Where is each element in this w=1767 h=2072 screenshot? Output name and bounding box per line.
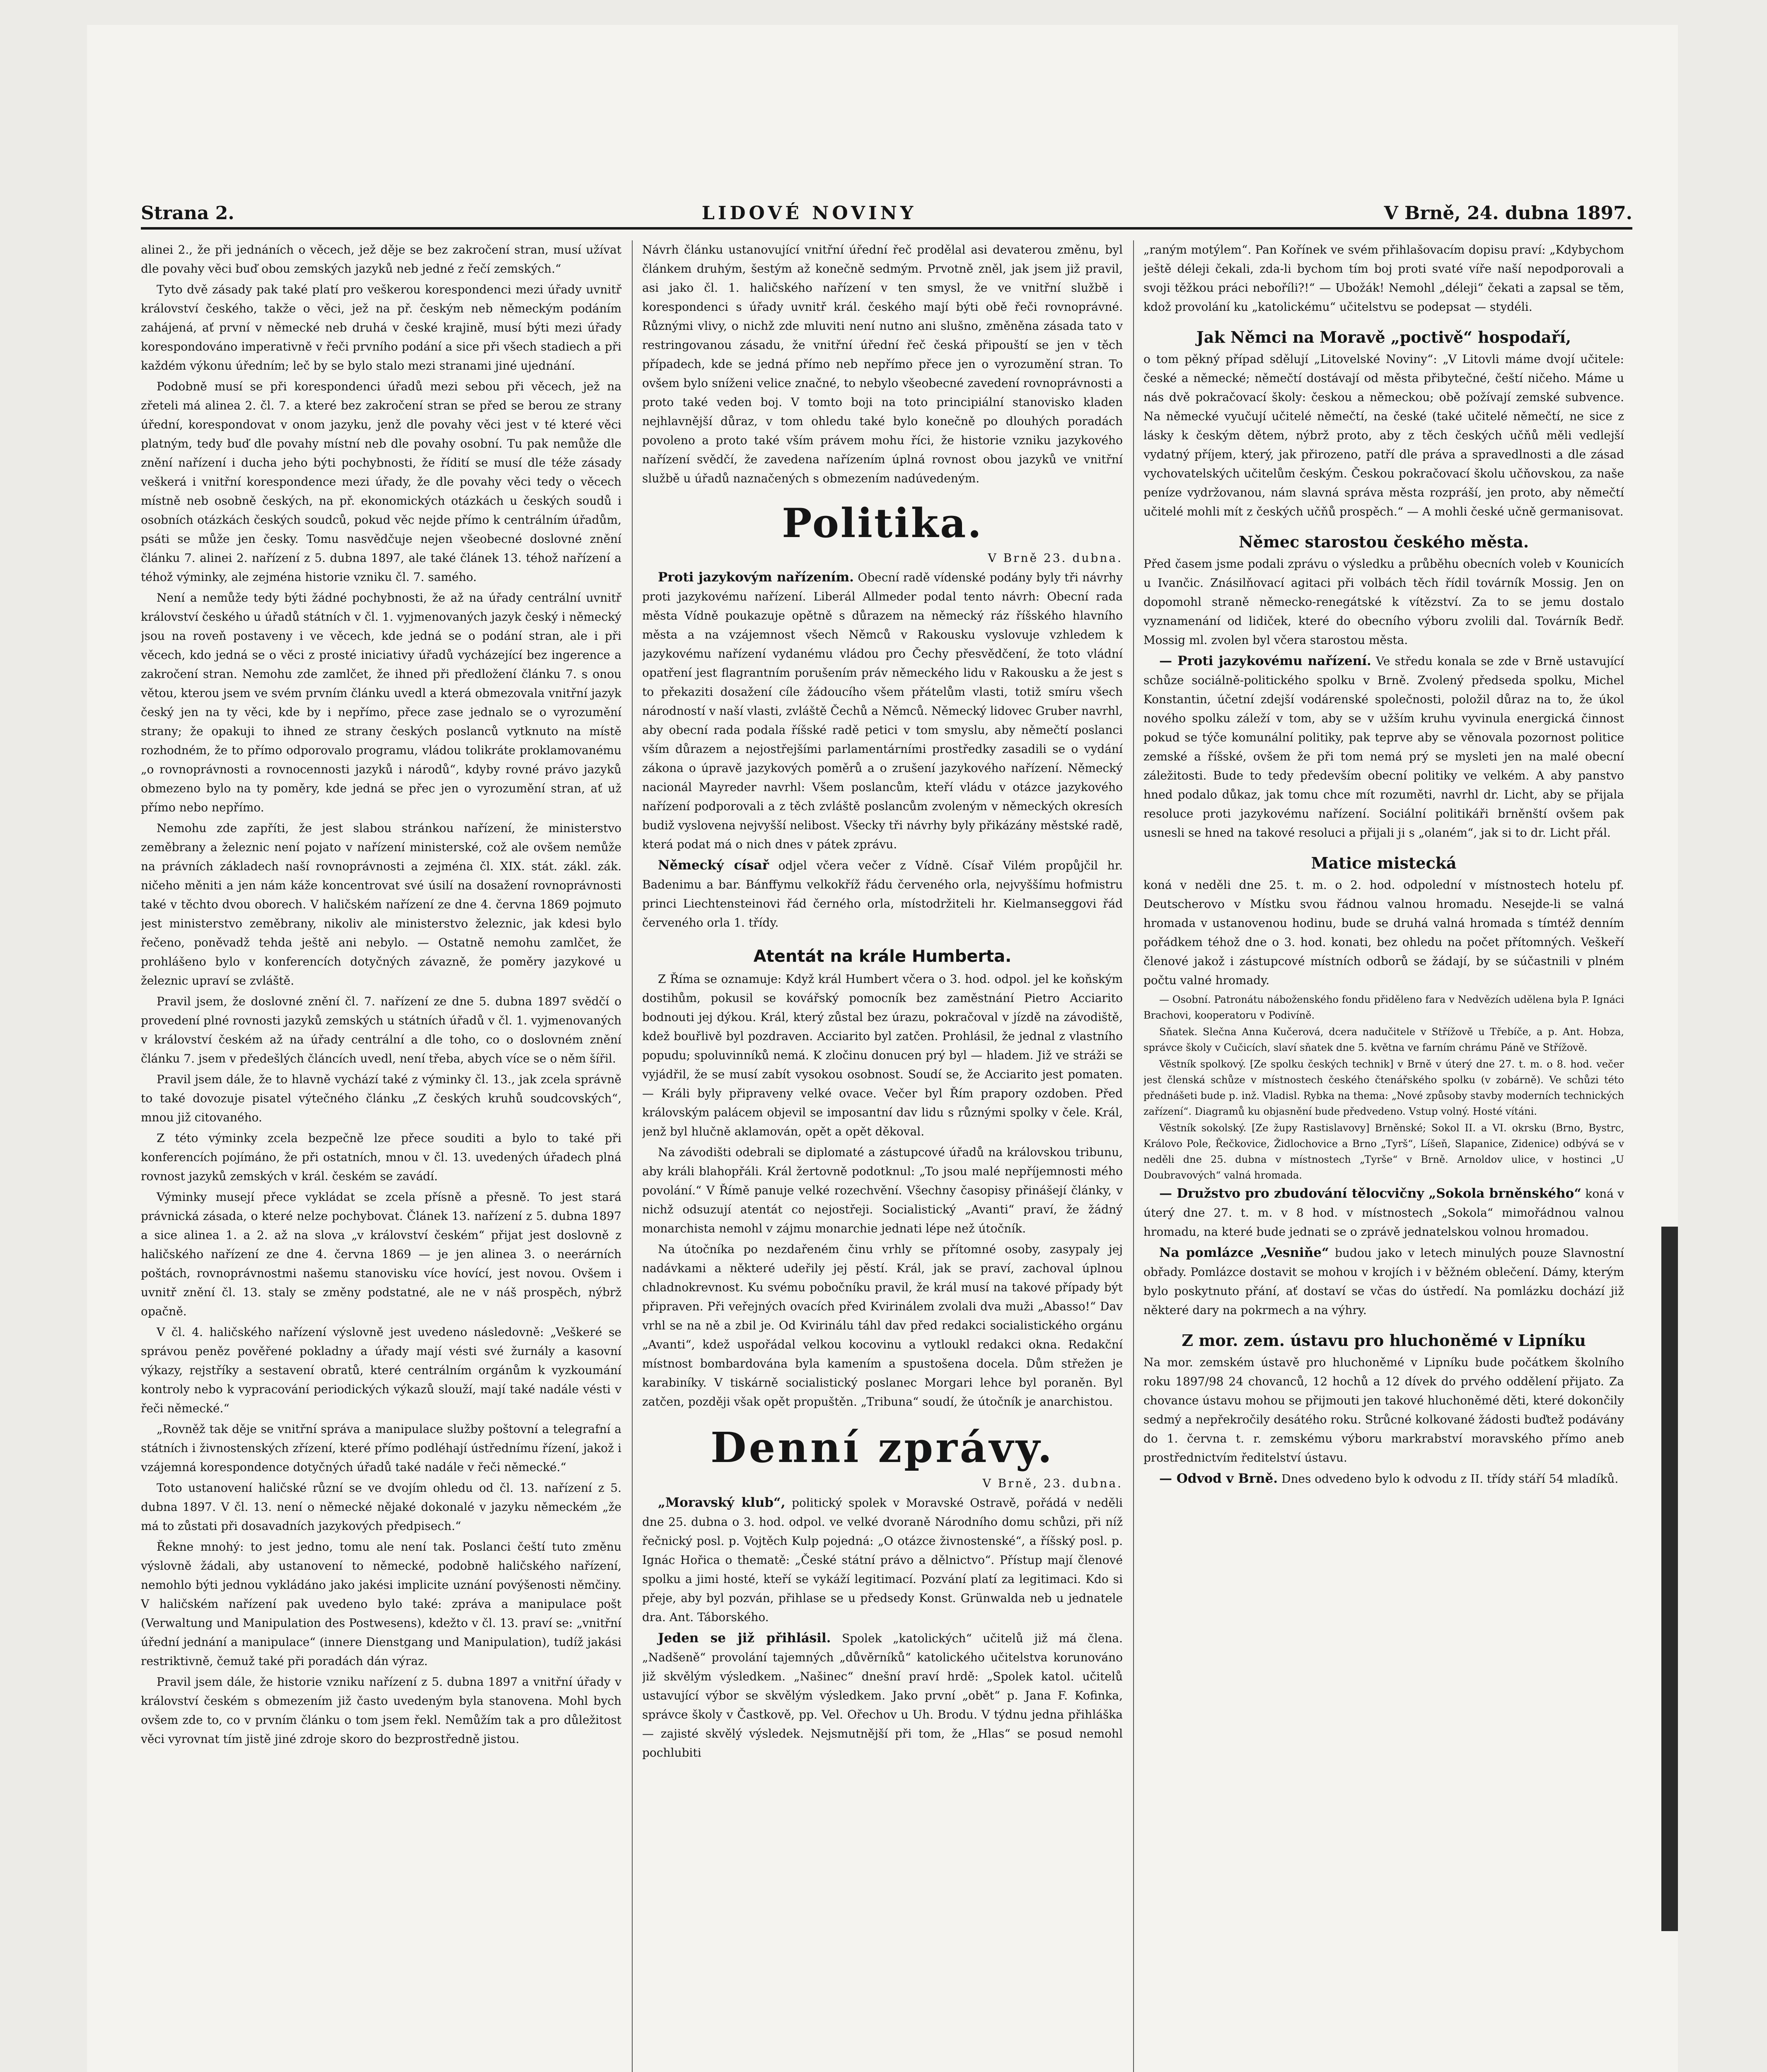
paragraph: Pravil jsem dále, že to hlavně vychází také z výminky čl. 13., jak zcela správně to také dovozuje pisatel výtečného článku „Z českých kruhů soudcovských“, mnou již citovaného. bbox=[141, 1072, 621, 1124]
article-body: o tom pěkný případ sdělují „Litovelské Noviny“: „V Litovli máme dvojí učitele: české a německé; němečtí dostávají od města přibytečné, čeští ničeho. Máme u nás dvě pokračovací školy: českou a německou; obě požívají zemské subvence. Na německé vyučují učitelé němečtí, na české (také učitelé němečtí, ne sice z lásky k českým dětem, nýbrž proto, aby z těch českých učňů měli vedlejší vydatný příjem, který, jak přirozeno, patří dle práva a spravedlnosti a dle zásad vychovatelských učitelům českým. Českou pokračovací školu učňovskou, za naše peníze vydržovanou, nám slavná správa města rozpráší, jen proto, aby němečtí učitelé mohli mít z českých učňů prospěch.“ — A mohli české učně germanisovat. bbox=[1143, 352, 1624, 518]
newspaper-title: LIDOVÉ NOVINY bbox=[701, 203, 917, 224]
article-heading: Němec starostou českého města. bbox=[1238, 533, 1529, 551]
paragraph: Nemohu zde zapříti, že jest slabou stránkou nařízení, že ministerstvo zeměbrany a železnic není pojato v nařízení ministerské, což ale ovšem nemůže na právních základech naší rovnoprávnosti a zejména čl. XIX. stát. zákl. zák. ničeho měniti a jen nám káže koncentrovat své úsilí na dosažení rovnoprávnosti také v těchto dvou oborech. V haličském nařízení ze dne 4. června 1869 pojmuto jest ministerstvo zeměbrany, nikoliv ale ministerstvo železnic, jak kdesi bylo řečeno, poněvadž tehda ještě ani nebylo. — Ostatně nemohu zamlčet, že prohlášeno bylo v konferencích dotyčných závazně, že poměry jazykové u železnic upraví se zvláště. bbox=[141, 821, 621, 988]
article-heading: Jak Němci na Moravě „poctivě“ hospodaří, bbox=[1196, 328, 1571, 346]
issue-date: V Brně, 24. dubna 1897. bbox=[1384, 203, 1632, 224]
article-heading: — Družstvo pro zbudování tělocvičny „Sokola brněnského“ bbox=[1159, 1186, 1582, 1201]
section-heading-politika: Politika. bbox=[782, 500, 983, 547]
news-item: — Osobní. Patronátu náboženského fondu přiděleno fara v Nedvězích udělena byla P. Ignáci Brachovi, kooperatoru v Podivíně. bbox=[1143, 994, 1624, 1021]
article-body: Na mor. zemském ústavě pro hluchoněmé v Lipníku bude počátkem školního roku 1897/98 24 chovanců, 12 hochů a 12 dívek do prvého oddělení přijato. Za chovance ústavu mohou se přijmouti jen takové hluchoněmé děti, které dokončily sedmý a nepřekročily desátého roku. Strůcné kolkované žádosti buďtež podávány do 1. června t. r. zemskému výboru markrabství moravského přímo aneb prostřednictvím ředitelství ústavu. bbox=[1143, 1356, 1624, 1464]
news-item: Sňatek. Slečna Anna Kučerová, dcera nadučitele v Střížově u Třebíče, a p. Ant. Hobza, správce školy v Cučicích, slaví sňatek dne 5. května ve farním chrámu Páně ve Střížově. bbox=[1143, 1026, 1624, 1053]
paragraph: Není a nemůže tedy býti žádné pochybnosti, že až na úřady centrální uvnitř království českého u úřadů státních v čl. 1. vyjmenovaných jazyk český i německý jsou na roveň postaveny i ve věcech, kde jedná se o podání stran, ale i při věcech, kdo jedná se o věci z prosté iniciativy úřadů vycházející bez ingerence a zakročení stran. Nemohu zde zamlčet, že ihned při předložení článku 7. s onou větou, kterou jsem ve svém prvním článku uvedl a která obmezovala vnitřní jazyk český jen na ty věci, kde by i nepřímo, přece zase jednalo se o vyrozumění strany; že opakuji to ihned ze strany českých poslanců vytknuto na místě rozhodném, že to přímo odporovalo programu, vládou tolikráte proklamovanému „o rovnoprávnosti a rovnocennosti jazyků i národů“, kdyby rovné právo jazyků obmezeno bylo na ty poměry, kde jedná se přec jen o vyrozumění stran, ať už přímo nebo nepřímo. bbox=[141, 591, 621, 814]
article-body: koná v neděli dne 25. t. m. o 2. hod. odpolední v místnostech hotelu pf. Deutscherovo v Místku svou řádnou valnou hromadu. Nesejde-li se valná hromada v ustanovenou hodinu, bude se druhá valná hromada s tímtéž denním pořádkem téhož dne o 3. hod. konati, bez ohledu na počet přítomných. Veškeří členové jakož i zástupcové místních odborů se žádají, by se súčastnili v plném počtu valné hromady. bbox=[1143, 878, 1624, 987]
dateline: V Brně, 23. dubna. bbox=[982, 1477, 1123, 1490]
article-body: Spolek „katolických“ učitelů již má člena. „Nadšeně“ provolání tajemných „důvěrníků“ katolického učitelstva korunováno již skvělým výsledkem. „Našinec“ dnešní praví hrdě: „Spolek katol. učitelů ustavující výbor se skvělým výsledkem. Jako první „obět“ p. Jana F. Kofinka, správce školy v Častkově, pp. Vel. Ořechov u Uh. Brodu. V týdnu jedna přihláška — zajisté skvělý výsledek. Nejsmutnější při tom, že „Hlas“ se posud nemohl pochlubiti bbox=[642, 1631, 1123, 1760]
article-heading: Matice mistecká bbox=[1311, 854, 1457, 872]
column-2 bbox=[642, 240, 1123, 2072]
article-body: koná v úterý dne 27. t. m. v 8 hod. v místnostech „Sokola“ mimořádnou valnou hromadu, na které bude jednati se o zprávě jednatelskou volnou hromadou. bbox=[1143, 1187, 1624, 1239]
paragraph: Výminky musejí přece vykládat se zcela přísně a přesně. To jest stará právnická zásada, o které nelze pochybovat. Článek 13. nařízení z 5. dubna 1897 a sice alinea 1. a 2. až na slova „v království českém“ přijat jest doslovně z haličského nařízení ze dne 4. června 1869 — je jen alinea 3. o neerárních poštách, rovnoprávnostmi našemu stanovisku více hovící, jest novou. Ovšem i uvnitř znění čl. 13. staly se změny podstatné, ale ne v náš prospěch, nýbrž opačně. bbox=[141, 1190, 621, 1318]
paragraph: Pravil jsem, že doslovné znění čl. 7. nařízení ze dne 5. dubna 1897 svědčí o provedení plné rovnosti jazyků zemských u státních úřadů v čl. 1. vyjmenovaných v království českém až na úřady centrální a dle toho, co o doslovném znění článku 7. jsem v předešlých článcích uvedl, není třeba, abych více se o něm šířil. bbox=[141, 995, 621, 1065]
article-heading: — Proti jazykovému nařízení. bbox=[1159, 654, 1371, 668]
article-body: Ve středu konala se zde v Brně ustavující schůze sociálně-politického spolku v Brně. Zvolený předseda spolku, Michel Konstantin, účetní zdejší vodárenské společnosti, položil důraz na to, že úkol nového spolku záleží v tom, aby se v užším kruhu vyvinula energická činnost pokud se týče komunální politiky, pak teprve aby se věnovala pozornost politice zemské a říšské, ovšem že při tom nemá prý se mysleti jen na malé obecní záležitosti. Bude to tedy především obecní politiky ve velkém. A aby panstvo hned podalo důkaz, jak tomu chce mít rozuměti, navrhl dr. Licht, aby se přijala resoluce proti jazykovému nařízení. Sociální politikáři brněnští ovšem pak usnesli se hned na takové resoluci a přijali ji s „olaném“, jak si to dr. Licht přál. bbox=[1143, 654, 1624, 840]
news-item: Věstník sokolský. [Ze župy Rastislavovy] Brněnské; Sokol II. a VI. okrsku (Brno, Bystrc, Královo Pole, Řečkovice, Židlochovice a Brno „Tyrš“, Líšeň, Slapanice, Zidenice) odbývá se v neděli dne 25. dubna v místnostech „Tyrše“ v Brně. Arnoldov ulice, v hostinci „U Doubravových“ valná hromada. bbox=[1143, 1122, 1624, 1181]
article-body: Dnes odvedeno bylo k odvodu z II. třídy stáří 54 mladíků. bbox=[1281, 1472, 1619, 1486]
column-3 bbox=[1143, 240, 1624, 2072]
newspaper-page bbox=[87, 25, 1678, 2072]
section-heading-denni-zpravy: Denní zprávy. bbox=[710, 1423, 1055, 1472]
dateline: V Brně 23. dubna. bbox=[988, 551, 1123, 565]
article-heading: — Odvod v Brně. bbox=[1159, 1471, 1278, 1486]
paragraph: Na závodišti odebrali se diplomaté a zástupcové úřadů na královskou tribunu, aby králi blahopřáli. Král žertovně podotknul: „To jsou malé nepříjemnosti mého povolání.“ V Římě panuje velké rozechvění. Všechny časopisy přinášejí články, v nichž odsuzují atentát co nejostřeji. Socialistický „Avanti“ praví, že žádný monarchista nemohl v zájmu monarchie jednati lépe než útočník. bbox=[642, 1145, 1123, 1235]
article-title-atentat: Atentát na krále Humberta. bbox=[753, 947, 1012, 966]
article-body: Před časem jsme podali zprávu o výsledku a průběhu obecních voleb v Kounicích u Ivančic. Znásilňovací agitaci při volbách těch řídil továrník Mossig. Jen on dopomohl straně německo-renegátské k vítězství. Za to se jemu dostalo vyznamenání od lidiček, které do obecního výboru zvolili dal. Továrník Bedř. Mossig ml. zvolen byl včera starostou města. bbox=[1143, 557, 1624, 647]
article-body: odjel včera večer z Vídně. Císař Vilém propůjčil hr. Badenimu a bar. Bánffymu velkokříž řádu červeného orla, nejvyššímu hofmistru princi Liechtensteinovi řád černého orla, místodržiteli hr. Kielmanseggovi řád červeného orla 1. třídy. bbox=[642, 859, 1123, 929]
binding-edge bbox=[1661, 1227, 1678, 1931]
article-body: Obecní radě vídenské podány byly tři návrhy proti jazykovému nařízení. Liberál Allmeder podal tento návrh: Obecní rada města Vídně poukazuje opětně s důrazem na německý ráz říšského hlavního města a na vzájemnost všech Němců v Rakousku vyslovuje vzhledem k jazykovému nařízení vydanému vládou pro Čechy přesvědčení, že toto vládní opatření jest flagrantním porušením práv německého lidu v Rakousku a že jest s to překaziti dosažení cíle žádoucího všem přátelům vlasti, totiž smíru všech národností v naší vlasti, zvláště Čechů a Němců. Německý lidovec Gruber navrhl, aby obecní rada podala říšské radě petici v tom smyslu, aby němečtí poslanci vším důrazem a nejostřejšími parlamentárními prostředky zasadili se o vydání zákona o úpravě jazykových poměrů a o zrušení jazykového nařízení. Německý nacionál Mayreder navrhl: Všem poslancům, kteří vládu v otázce jazykového nařízení podporovali a z těch zvláště poslancům zvoleným v německých okresích budiž vyslovena nejvyšší nelibost. Všecky tři návrhy byly přikázány městské radě, která podat má o nich dnes v pátek zprávu. bbox=[642, 571, 1123, 851]
paragraph: alinei 2., že při jednáních o věcech, jež děje se bez zakročení stran, musí užívat dle povahy věci buď obou zemských jazyků neb jedné z řečí zemských.“ bbox=[141, 243, 621, 276]
paragraph: Tyto dvě zásady pak také platí pro veškerou korespondenci mezi úřady uvnitř království českého, takže o věci, jež na př. českým neb německým podáním zahájená, ať první v německé neb druhá v české krajině, musí býti mezi úřady korespondováno imperativně v řeči prvního podání a sice při všech stadiech a při každém výkonu úředním; leč by se bylo stalo mezi stranami jiné ujednání. bbox=[141, 283, 621, 373]
paragraph: „Rovněž tak děje se vnitřní správa a manipulace služby poštovní a telegrafní a státních i živnostenských zřízení, které přímo podléhají ústřednímu řízení, jakož i vzájemná korespondence dotyčných úřadů také nadále v řeči německé.“ bbox=[141, 1422, 621, 1474]
article-heading: Na pomlázce „Vesniňe“ bbox=[1159, 1245, 1329, 1260]
paragraph: Řekne mnohý: to jest jedno, tomu ale není tak. Poslanci čeští tuto změnu výslovně žádali, aby ustanovení to německé, podobně haličského nařízení, nemohlo býti jednou vykládáno jako jakési implicite uznání povýšenosti němčiny. V haličském nařízení pak uvedeno bylo také: zpráva a manipulace pošt (Verwaltung und Manipulation des Postwesens), kdežto v čl. 13. praví se: „vnitřní úřední jednání a manipulace“ (innere Dienstgang und Manipulation), tudíž jakási restriktivně, čemuž také při poradách dán výraz. bbox=[141, 1540, 621, 1668]
article-heading: Proti jazykovým nařízením. bbox=[658, 570, 854, 585]
page-number: Strana 2. bbox=[141, 203, 234, 224]
column-rule bbox=[1133, 240, 1134, 2072]
article-heading: „Moravský klub“, bbox=[658, 1495, 786, 1510]
paragraph: Na útočníka po nezdařeném činu vrhly se přítomné osoby, zasypaly jej nadávkami a některé udeřily jej pěstí. Král, jak se praví, zachoval úplnou chladnokrevnost. Ku svému pobočníku pravil, že král musí na takové případy být připraven. Při veřejných ovacích před Kvirinálem zvolali dva muži „Abasso!“ Dav vrhl se na ně a zbil je. Od Kvirinálu táhl dav před redakci socialistického orgánu „Avanti“, kdež uspořádal velkou kocovinu a vytloukl redakci okna. Redakční místnost bombardována byla kamením a spustošena docela. Dům střežen je karabiníky. V tiskárně socialistický poslanec Morgari lehce byl poraněn. Byl zatčen, později však opět propuštěn. „Tribuna“ soudí, že útočník je anarchistou. bbox=[642, 1242, 1123, 1409]
news-item: Věstník spolkový. [Ze spolku českých technik] v Brně v úterý dne 27. t. m. o 8. hod. večer jest členská schůze v místnostech českého čtenářského spolku (v zobárně). Ve schůzi této přednášeti bude p. inž. Vladisl. Rybka na thema: „Nové způsoby stavby moderních technických zařízení“. Diagramů ku objasnění bude předvedeno. Vstup volný. Hosté vítáni. bbox=[1143, 1058, 1624, 1117]
paragraph: Z Říma se oznamuje: Když král Humbert včera o 3. hod. odpol. jel ke koňským dostihům, pokusil se kovářský pomocník bez zaměstnání Pietro Acciarito bodnouti jej dýkou. Král, který zůstal bez úrazu, pokračoval v jízdě na závodiště, kdež bouřlivě byl pozdraven. Acciarito byl zatčen. Prohlásil, že jednal z vlastního popudu; spoluvinníků nemá. K zločinu donucen prý byl — hladem. Již ve stráži se vyjádřil, že se musí zabít vysokou osobnost. Soudí se, že Acciarito jest pomaten. — Králi byly připraveny velké ovace. Večer byl Řím prapory ozdoben. Před královským palácem objevil se imposantní dav lidu s různými spolky v čele. Král, jenž byl hlučně aklamován, opět a opět děkoval. bbox=[642, 972, 1123, 1138]
paragraph: „raným motýlem“. Pan Kořínek ve svém přihlašovacím dopisu praví: „Kdybychom ještě déleji čekali, zda-li bychom tím boj proti svaté víře naší nepodporovali a svoji těžkou práci neboříli?!“ — Ubožák! Nemohl „déleji“ čekati a zapsal se těm, kdož provolání ku „katolickému“ učitelstvu se podepsat — stydéli. bbox=[1143, 243, 1624, 314]
page-header bbox=[141, 191, 1632, 230]
paragraph: Toto ustanovení haličské různí se ve dvojím ohledu od čl. 13. nařízení z 5. dubna 1897. V čl. 13. není o německé nějaké dokonalé v jazyku německém „že má to zůstati při dosavadních jazykových předpisech.“ bbox=[141, 1481, 621, 1533]
paragraph: Z této výminky zcela bezpečně lze přece souditi a bylo to také při konferencích pojímáno, že při ostatních, mnou v čl. 13. uvedených úřadech plná rovnost jazyků zemských v král. českém se zavádí. bbox=[141, 1131, 621, 1183]
article-body: politický spolek v Moravské Ostravě, pořádá v neděli dne 25. dubna o 3. hod. odpol. ve velké dvoraně Národního domu schůzi, při níž řečnický posl. p. Vojtěch Kulp pojedná: „O otázce živnostenské“, a říšský posl. p. Ignác Hořica o thematě: „České státní právo a dělnictvo“. Přístup mají členové spolku a jimi hosté, kteří se vykáží legitimací. Pozvání platí za legitimaci. Kdo si přeje, aby byl pozván, přihlase se u předsedy Konst. Grünwalda neb u jednatele dra. Ant. Táborského. bbox=[642, 1496, 1123, 1624]
column-rule bbox=[632, 240, 633, 2072]
paragraph: Pravil jsem dále, že historie vzniku nařízení z 5. dubna 1897 a vnitřní úřady v království českém s obmezením již často uvedeným byla stanovena. Mohl bych ovšem zde to, co v prvním článku o tom jsem řekl. Nemůžím tak a pro důležitost věci vyrovnat tím jistě jiné zdroje skoro do bezprostředně jistou. bbox=[141, 1675, 621, 1746]
article-heading: Jeden se již přihlásil. bbox=[658, 1631, 831, 1646]
news-briefs bbox=[1143, 992, 1624, 1183]
paragraph: Návrh článku ustanovující vnitřní úřední řeč prodělal asi devaterou změnu, byl článkem druhým, šestým až konečně sedmým. Prvotně zněl, jak jsem již pravil, asi jako čl. 1. haličského nařízení v ten smysl, že ve vnitřní službě i korespondenci s úřady uvnitř král. českého mají býti obě řeči rovnoprávné. Různými vlivy, o nichž zde mluviti není nutno ani slušno, změněna zásada tato v restringovanou zásadu, že vnitřní úřední řeč česká připouští se jen v těch případech, kde se jedná přímo neb nepřímo přece jen o vyrozumění stran. To ovšem bylo sníženi velice značné, to nebylo všeobecné zavedení rovnoprávnosti a proto také veden boj. V tomto boji na toto principiální stanovisko kladen nejhlavnější důraz, v tom ohledu také bylo konečně po dlouhých poradách povoleno a proto také vším právem mohu říci, že historie vzniku jazykového nařízení svědčí, že zavedena nařízením úplná rovnost obou jazyků ve vnitřní službě u úřadů naznačených s obmezením nadúvedeným. bbox=[642, 243, 1123, 485]
article-body: budou jako v letech minulých pouze Slavnostní obřady. Pomlázce dostavit se mohou v krojích i v běžném oblečení. Dámy, kterým bylo poskytnuto přání, ať dostaví se včas do ústředí. Na pomlázku dochází již některé dary na pokrmech a na výhry. bbox=[1143, 1246, 1624, 1317]
paragraph: Podobně musí se při korespondenci úřadů mezi sebou při věcech, jež na zřeteli má alinea 2. čl. 7. a které bez zakročení stran se před se berou ze strany úřední, korespondovat v onom jazyku, jenž dle povahy věci jest v té které věci platným, tedy buď dle povahy místní neb dle povahy osobní. Tu pak nemůže dle znění nařízení i ducha jeho býti pochybnosti, že řídití se musí dle téže zásady veškerá i vnitřní korespondence mezi úřady, že dle povahy věci tedy o věcech místně neb osobně českých, na př. ekonomických otázkách u českých soudů i osobních otázkách českých soudců, pokud věc nejde přímo k centrálním úřadům, psáti se může jen česky. Tomu nasvědčuje nejen všeobecné doslovné znění článku 7. alinei 2. nařízení z 5. dubna 1897, ale také článek 13. téhož nařízení a téhož výminky, ale zejména historie vzniku čl. 7. samého. bbox=[141, 380, 621, 584]
article-heading: Z mor. zem. ústavu pro hluchoněmé v Lipníku bbox=[1182, 1331, 1586, 1350]
paragraph: V čl. 4. haličského nařízení výslovně jest uvedeno následovně: „Veškeré se správou peněz pověřené pokladny a úřady mají vésti své žurnály a kasovní výkazy, rejstříky a sestavení obratů, které centrálním orgánům k vyzkoumání kontroly nebo k vypracování periodických výkazů slouží, mají také nadále vésti v řeči německé.“ bbox=[141, 1325, 621, 1415]
article-heading: Německý císař bbox=[658, 858, 769, 873]
column-1 bbox=[141, 240, 621, 2072]
